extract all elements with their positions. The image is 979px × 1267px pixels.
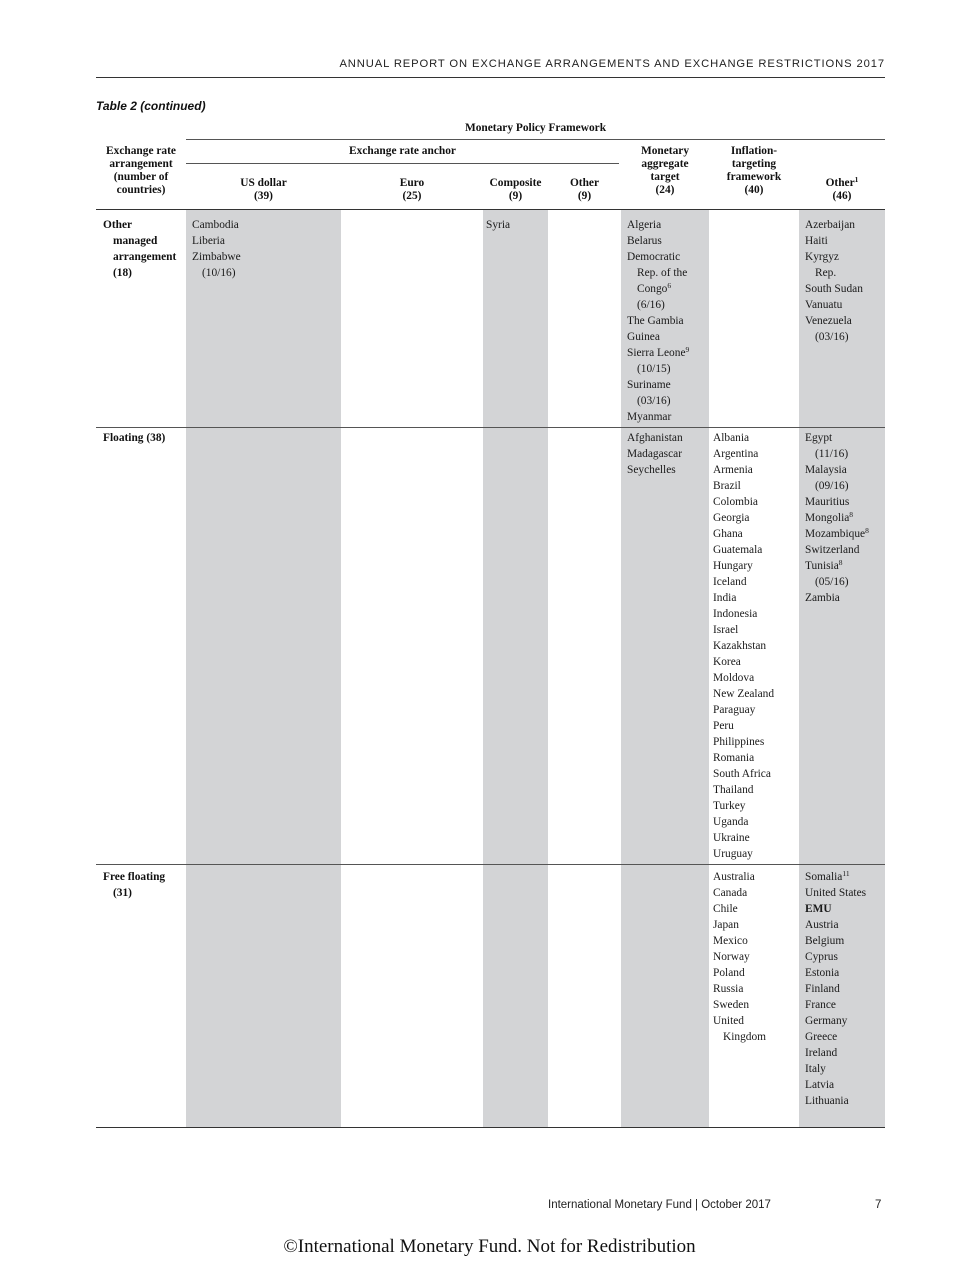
shade-composite-column [483, 210, 548, 1128]
row-separator [96, 427, 885, 428]
col-header-monetary-aggregate [621, 145, 709, 197]
country: The Gambia [627, 315, 684, 327]
country: Guatemala [713, 544, 763, 556]
cell-free-floating-inflation [713, 869, 766, 1045]
cell-other-managed-composite [486, 217, 510, 233]
row-label-line: (18) [113, 267, 132, 279]
country [805, 526, 869, 542]
country: Lithuania [805, 1095, 849, 1107]
country: Rep. [815, 267, 837, 279]
country: Ireland [805, 1047, 838, 1059]
country: Brazil [713, 480, 741, 492]
country: Indonesia [713, 608, 758, 620]
country: Georgia [713, 512, 750, 524]
col-header-inflation-targeting [709, 145, 799, 197]
country: Austria [805, 919, 839, 931]
country: Belgium [805, 935, 845, 947]
stub-header-line-4: countries) [116, 184, 166, 196]
col-name-line-2: aggregate [641, 158, 689, 170]
footer-publisher: International Monetary Fund | October 2017 [548, 1199, 771, 1211]
country: Italy [805, 1063, 826, 1075]
row-separator [96, 864, 885, 865]
copyright-notice: ©International Monetary Fund. Not for Redistribution [283, 1236, 696, 1257]
col-count: (9) [577, 190, 592, 202]
country: Korea [713, 656, 741, 668]
header-bottom-rule [96, 209, 885, 210]
country: Malaysia [805, 464, 847, 476]
country: Mauritius [805, 496, 850, 508]
country: Algeria [627, 219, 662, 231]
country: Norway [713, 951, 750, 963]
country: Argentina [713, 448, 759, 460]
cell-floating-other [805, 430, 869, 606]
row-label-line: managed [113, 235, 158, 247]
date-note: (09/16) [815, 480, 849, 492]
country: Mexico [713, 935, 748, 947]
stub-header-line-3: (number of [113, 171, 169, 183]
country: Japan [713, 919, 739, 931]
country: Cambodia [192, 219, 239, 231]
date-note: (10/15) [637, 363, 671, 375]
country: Syria [486, 219, 511, 231]
page-number: 7 [875, 1199, 882, 1211]
col-name: US dollar [240, 177, 287, 189]
anchor-header: Exchange rate anchor [349, 145, 456, 157]
row-label-line: (31) [113, 887, 132, 899]
country: Canada [713, 887, 748, 899]
stub-header [96, 145, 186, 197]
country: Romania [713, 752, 755, 764]
col-count: (40) [744, 184, 764, 196]
col-name-line-2: targeting [731, 158, 777, 170]
country: Finland [805, 983, 840, 995]
col-name-line-1: Monetary [640, 145, 690, 157]
row-label-floating [103, 430, 165, 446]
footnote-ref: 9 [685, 345, 690, 354]
country: Uganda [713, 816, 749, 828]
col-header-composite [483, 177, 548, 203]
cell-free-floating-other [805, 869, 866, 1109]
country: Paraguay [713, 704, 756, 716]
date-note: (03/16) [815, 331, 849, 343]
country: Uruguay [713, 848, 753, 860]
col-header-euro [341, 177, 483, 203]
country: United [713, 1015, 745, 1027]
stub-header-line-1: Exchange rate [106, 145, 176, 157]
country: Azerbaijan [805, 219, 855, 231]
country: Chile [713, 903, 738, 915]
country: Hungary [713, 560, 753, 572]
country: South Africa [713, 768, 771, 780]
policy-framework-table [96, 118, 885, 1128]
col-name-line-1: Inflation- [730, 145, 778, 157]
col-name-line-3: framework [726, 171, 782, 183]
country: Germany [805, 1015, 848, 1027]
row-label-free-floating [103, 869, 165, 901]
super-header: Monetary Policy Framework [464, 122, 607, 134]
country: Armenia [713, 464, 753, 476]
cell-floating-inflation [713, 430, 774, 862]
footnote-ref: 6 [667, 281, 672, 290]
country [805, 558, 869, 574]
country [805, 510, 869, 526]
cell-floating-monetary [627, 430, 683, 478]
col-name-text: Other [825, 177, 855, 189]
country: France [805, 999, 836, 1011]
col-name: Euro [399, 177, 425, 189]
row-label-line: Floating (38) [103, 432, 166, 444]
country: Democratic [627, 251, 681, 263]
table-bottom-rule [96, 1127, 885, 1128]
country: New Zealand [713, 688, 775, 700]
footnote-ref: 1 [854, 175, 859, 184]
shade-us-dollar-column [186, 210, 341, 1128]
country: Moldova [713, 672, 755, 684]
country: Ghana [713, 528, 743, 540]
date-note: (11/16) [815, 448, 849, 460]
country-text: Mozambique [805, 528, 866, 540]
country: Latvia [805, 1079, 835, 1091]
country: Afghanistan [627, 432, 683, 444]
col-count: (25) [402, 190, 422, 202]
country: Kingdom [723, 1031, 767, 1043]
row-label-line: Free floating [103, 871, 166, 883]
date-note: (03/16) [637, 395, 671, 407]
country-text: Mongolia [805, 512, 850, 524]
group-label-emu: EMU [805, 903, 832, 915]
country: Vanuatu [805, 299, 843, 311]
country: Belarus [627, 235, 662, 247]
country: Israel [713, 624, 739, 636]
anchor-header-rule [186, 163, 619, 164]
cell-other-managed-monetary [627, 217, 689, 425]
row-label-line: arrangement [113, 251, 177, 263]
country [627, 281, 689, 297]
super-header-rule [186, 139, 885, 140]
stub-header-line-2: arrangement [109, 158, 173, 170]
cell-other-managed-us-dollar [192, 217, 241, 281]
country: Haiti [805, 235, 828, 247]
country: Kazakhstan [713, 640, 767, 652]
table-title: Table 2 (continued) [96, 99, 206, 113]
country [627, 345, 689, 361]
date-note: (10/16) [202, 267, 236, 279]
footnote-ref: 8 [865, 526, 869, 535]
country: Peru [713, 720, 734, 732]
col-count: (46) [832, 190, 852, 202]
row-label-other-managed [103, 217, 176, 281]
col-count: (39) [254, 190, 273, 202]
country: Albania [713, 432, 750, 444]
col-name [799, 177, 885, 190]
country: Ukraine [713, 832, 750, 844]
country: Guinea [627, 331, 660, 343]
country: Zimbabwe [192, 251, 241, 263]
col-header-other-framework [799, 177, 885, 203]
country: Philippines [713, 736, 765, 748]
country: Greece [805, 1031, 838, 1043]
country: Myanmar [627, 411, 672, 423]
country: South Sudan [805, 283, 863, 295]
country [805, 869, 866, 885]
header-rule [96, 77, 885, 78]
country: Russia [713, 983, 744, 995]
date-note: (6/16) [637, 299, 665, 311]
country: Liberia [192, 235, 225, 247]
country: Egypt [805, 432, 833, 444]
country: Suriname [627, 379, 671, 391]
footnote-ref: 8 [849, 510, 854, 519]
row-label-line: Other [103, 219, 133, 231]
country: Zambia [805, 592, 840, 604]
footnote-ref: 8 [838, 558, 843, 567]
col-header-other-anchor [548, 177, 621, 203]
country: Poland [713, 967, 745, 979]
country: Cyprus [805, 951, 838, 963]
country: Venezuela [805, 315, 852, 327]
country: United States [805, 887, 867, 899]
country: Australia [713, 871, 755, 883]
country-text: Sierra Leone [627, 347, 686, 359]
col-header-us-dollar [186, 177, 341, 203]
date-note: (05/16) [815, 576, 849, 588]
country: Turkey [713, 800, 746, 812]
col-name-line-3: target [650, 171, 680, 183]
country-text: Somalia [805, 871, 843, 883]
country: Sweden [713, 999, 750, 1011]
col-count: (24) [655, 184, 675, 196]
col-name: Other [569, 177, 600, 189]
country: Switzerland [805, 544, 860, 556]
country-text: Congo [637, 283, 668, 295]
country: Seychelles [627, 464, 676, 476]
country: India [713, 592, 737, 604]
col-count: (9) [508, 190, 523, 202]
country: Thailand [713, 784, 754, 796]
running-head: ANNUAL REPORT ON EXCHANGE ARRANGEMENTS AND EXCHANGE RESTRICTIONS 2017 [339, 58, 885, 70]
country: Kyrgyz [805, 251, 839, 263]
country-text: Tunisia [805, 560, 839, 572]
country: Estonia [805, 967, 840, 979]
country: Madagascar [627, 448, 683, 460]
col-name: Composite [489, 177, 542, 189]
footnote-ref: 11 [842, 869, 850, 878]
country: Rep. of the [637, 267, 688, 279]
cell-other-managed-other [805, 217, 863, 345]
country: Colombia [713, 496, 758, 508]
country: Iceland [713, 576, 747, 588]
